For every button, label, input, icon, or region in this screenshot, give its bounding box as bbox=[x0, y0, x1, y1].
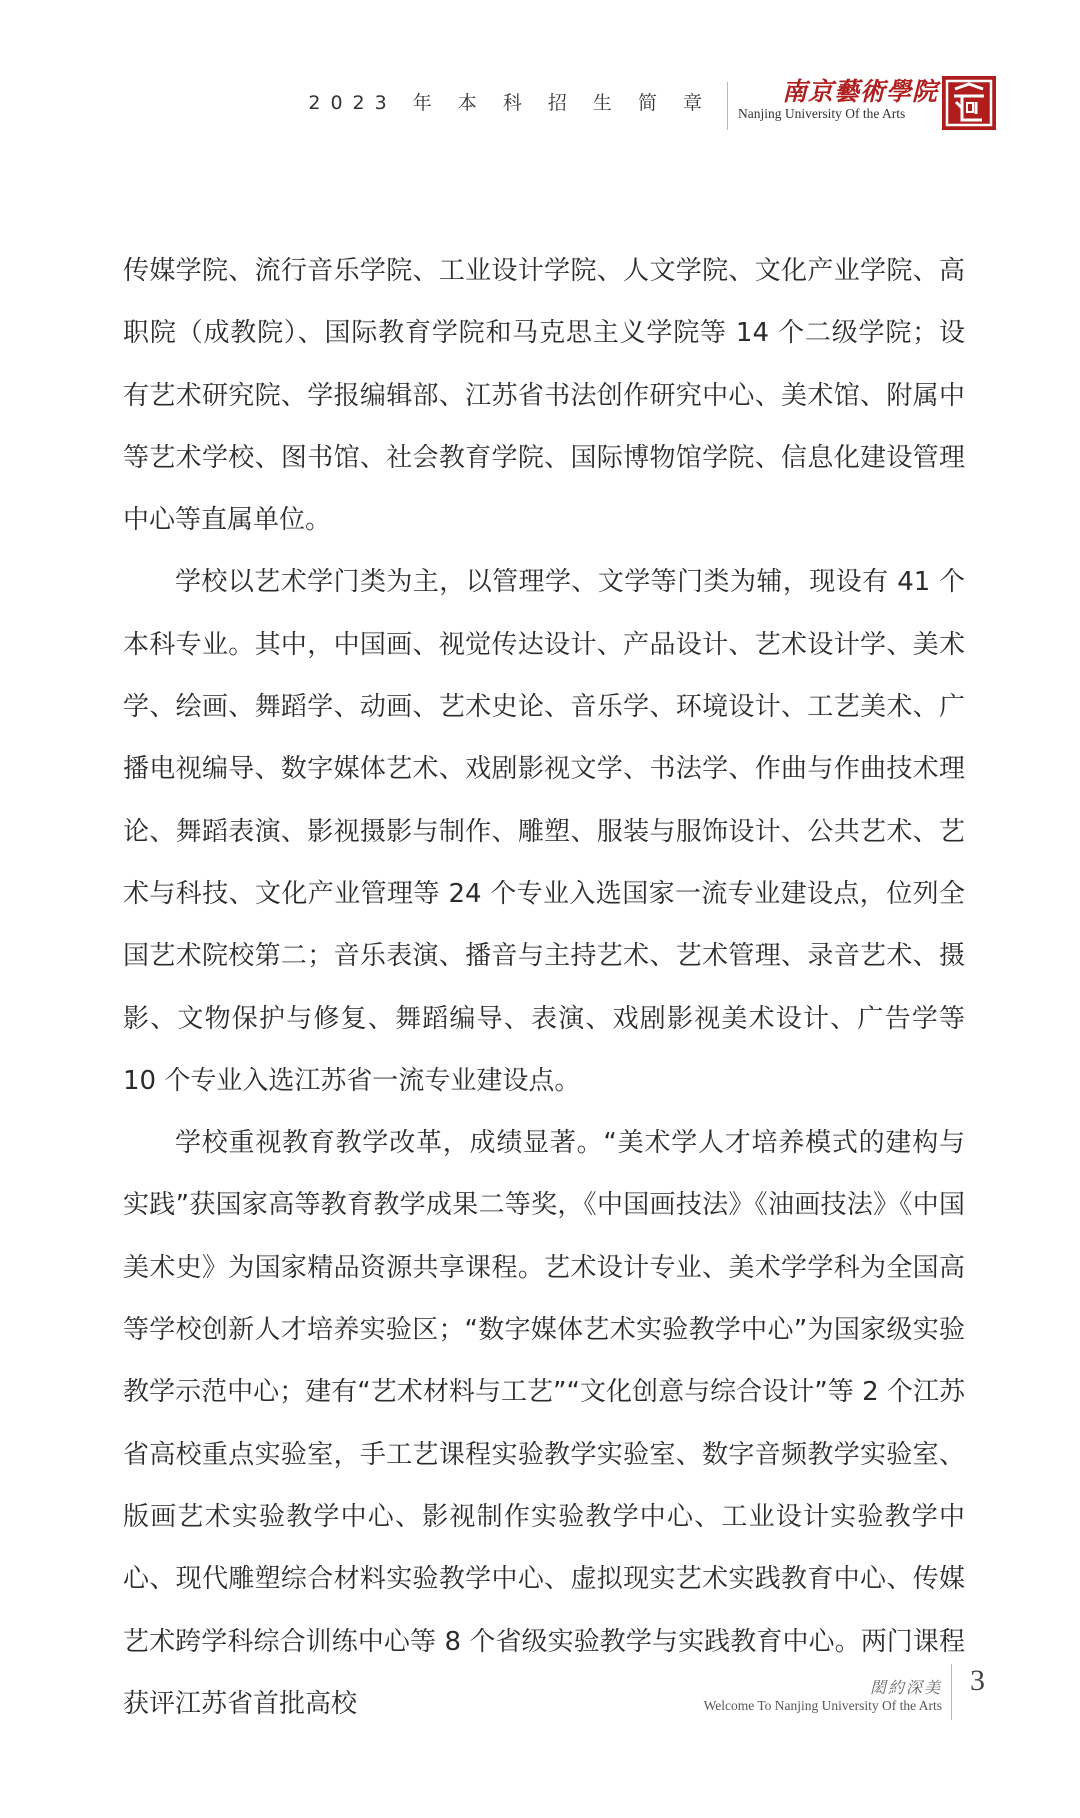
university-name-en: Nanjing University Of the Arts bbox=[738, 106, 906, 121]
header-divider bbox=[727, 82, 728, 130]
brochure-title: 2023 年 本 科 招 生 简 章 bbox=[308, 92, 712, 114]
paragraph-majors: 学校以艺术学门类为主，以管理学、文学等门类为辅，现设有 41 个本科专业。其中，中国画、视觉传达设计、产品设计、艺术设计学、美术学、绘画、舞蹈学、动画、艺术史论、音乐学、环境设计、工艺美术、广播电视编导、数字媒体艺术、戏剧影视文学、书法学、作曲与作曲技术理论、舞蹈表演、影视摄影与制作、雕塑、服装与服饰设计、公共艺术、艺术与科技、文化产业管理等 24 个专业入选国家一流专业建设点，位列全国艺术院校第二；音乐表演、播音与主持艺术、艺术管理、录音艺术、摄影、文物保护与修复、舞蹈编导、表演、戏剧影视美术设计、广告学等 10 个专业入选江苏省一流专业建设点。 bbox=[123, 567, 965, 1096]
paragraph-colleges: 传媒学院、流行音乐学院、工业设计学院、人文学院、文化产业学院、高职院（成教院）、国际教育学院和马克思主义学院等 14 个二级学院；设有艺术研究院、学报编辑部、江苏省书法创作研究中心、美术馆、附属中等艺术学校、图书馆、社会教育学院、国际博物馆学院、信息化建设管理中心等直属单位。 bbox=[123, 256, 965, 536]
footer-slogan: 閎約深美 bbox=[869, 1678, 942, 1697]
page-number: 3 bbox=[970, 1664, 985, 1697]
university-name-cn: 南京藝術學院 bbox=[781, 77, 938, 106]
paragraph-teaching-reform: 学校重视教育教学改革，成绩显著。“美术学人才培养模式的建构与实践”获国家高等教育教学成果二等奖，《中国画技法》《油画技法》《中国美术史》为国家精品资源共享课程。艺术设计专业、美术学学科为全国高等学校创新人才培养实验区；“数字媒体艺术实验教学中心”为国家级实验教学示范中心；建有“艺术材料与工艺”“文化创意与综合设计”等 2 个江苏省高校重点实验室，手工艺课程实验教学实验室、数字音频教学实验室、版画艺术实验教学中心、影视制作实验教学中心、工业设计实验教学中心、现代雕塑综合材料实验教学中心、虚拟现实艺术实践教育中心、传媒艺术跨学科综合训练中心等 8 个省级实验教学与实践教育中心。两门课程获评江苏省首批高校 bbox=[123, 1128, 965, 1719]
university-logotype bbox=[738, 72, 938, 132]
university-seal-icon bbox=[942, 76, 996, 130]
page-header bbox=[0, 0, 1080, 150]
footer-divider bbox=[951, 1664, 952, 1720]
body-text bbox=[123, 240, 965, 1735]
footer-welcome-text: Welcome To Nanjing University Of the Arts bbox=[703, 1698, 942, 1713]
